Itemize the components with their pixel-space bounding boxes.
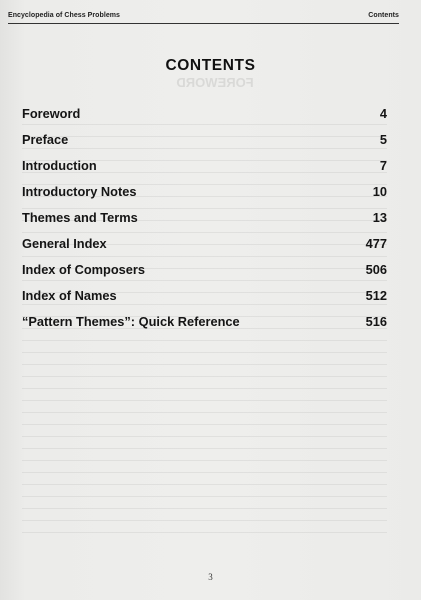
toc-entry-title: Index of Names: [22, 288, 117, 303]
toc-entry-title: Preface: [22, 132, 69, 147]
toc-entry-page: 477: [365, 236, 387, 251]
toc-entry-page: 506: [365, 262, 387, 277]
running-head-section: Contents: [368, 12, 399, 19]
toc-entry-page: 10: [372, 184, 387, 199]
table-of-contents: [22, 106, 387, 340]
toc-entry-page: 516: [365, 314, 387, 329]
toc-entry: [22, 158, 387, 184]
toc-entry: [22, 132, 387, 158]
toc-entry-title: “Pattern Themes”: Quick Reference: [22, 314, 240, 329]
toc-entry-page: 5: [379, 132, 387, 147]
toc-entry-title: Index of Composers: [22, 262, 146, 277]
toc-entry-title: General Index: [22, 236, 107, 251]
toc-entry-title: Introduction: [22, 158, 97, 173]
toc-entry: [22, 106, 387, 132]
page-number: 3: [208, 572, 213, 582]
toc-entry: [22, 288, 387, 314]
running-head-book-title: Encyclopedia of Chess Problems: [8, 12, 120, 19]
page-title: CONTENTS: [165, 57, 256, 74]
running-head: [8, 12, 399, 19]
toc-entry-page: 4: [379, 106, 387, 121]
toc-entry-page: 512: [365, 288, 387, 303]
toc-entry: [22, 210, 387, 236]
toc-entry-page: 7: [379, 158, 387, 173]
toc-entry: [22, 184, 387, 210]
header-rule: [8, 23, 399, 24]
bleed-through-heading: FOREWORD: [176, 75, 254, 90]
toc-entry-title: Foreword: [22, 106, 81, 121]
toc-entry-title: Themes and Terms: [22, 210, 138, 225]
toc-entry: [22, 314, 387, 340]
toc-entry: [22, 236, 387, 262]
toc-entry-title: Introductory Notes: [22, 184, 137, 199]
toc-entry-page: 13: [372, 210, 387, 225]
toc-entry: [22, 262, 387, 288]
